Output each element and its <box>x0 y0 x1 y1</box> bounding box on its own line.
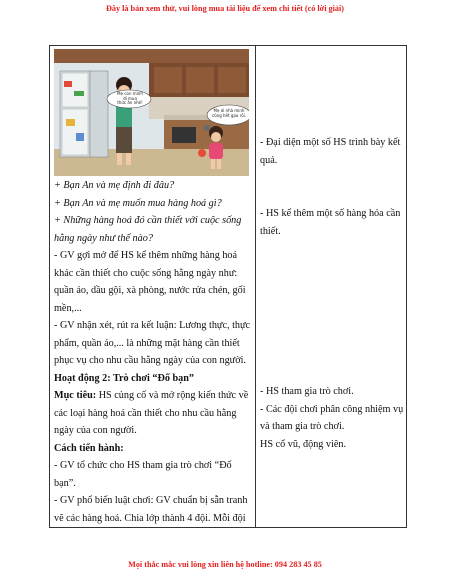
lesson-table <box>49 45 407 528</box>
teacher-conclusion: - GV nhận xét, rút ra kết luận: Lương thực, thực phẩm, quần áo,... là những mặt hàng cần thiết phục vụ cho nhu cầu hằng ngày của con người. <box>54 320 251 366</box>
student-list-goods <box>260 205 405 240</box>
student-more-goods: - HS kể thêm một số hàng hóa cần thiết. <box>260 208 401 237</box>
mother-speech-bubble <box>113 92 147 106</box>
objective-label: Mục tiêu: <box>54 390 97 401</box>
objective-text: HS củng cố và mở rộng kiến thức về các loại hàng hoá cần thiết cho nhu cầu hằng ngày của con người. <box>54 390 249 436</box>
student-present: - Đại diện một số HS trình bày kết quả. <box>260 137 401 166</box>
preview-banner: Đây là bản xem thử, vui lòng mua tài liệu để xem chi tiết (có lời giải) <box>105 4 344 13</box>
student-report <box>260 134 405 169</box>
procedure-heading: Cách tiến hành: <box>54 442 124 454</box>
student-join-game: - HS tham gia trò chơi. <box>260 386 354 397</box>
hotline-banner: Mọi thắc mắc vui lòng xin liên hệ hotline: 094 283 45 85 <box>128 560 322 569</box>
activity-2-heading: Hoạt động 2: Trò chơi “Đố bạn” <box>54 372 194 384</box>
teacher-column <box>50 46 255 527</box>
objective-paragraph <box>54 387 254 440</box>
teacher-activity-text <box>54 177 254 527</box>
student-column <box>256 46 408 527</box>
mother-bubble-line: thức ăn nhé! <box>117 100 143 106</box>
question-where: + Bạn An và mẹ định đi đâu? <box>54 180 175 191</box>
mother-bubble-line: Mẹ con mình <box>117 91 143 96</box>
mother-bubble-line: đi mua <box>123 95 137 101</box>
teacher-prompt: - GV gợi mở để HS kể thêm những hàng hoá khác cần thiết cho cuộc sống hằng ngày như: quần áo, dầu gội, xà phòng, nước rửa chén, gối mền,... <box>54 250 246 314</box>
game-rules: - GV phổ biến luật chơi: GV chuẩn bị sẵn tranh vẽ các hàng hoá. Chia lớp thành 4 đội. Mỗi đội <box>54 495 248 524</box>
question-why: + Những hàng hoá đó cần thiết với cuộc sống hằng ngày như thế nào? <box>54 215 242 244</box>
student-teams: - Các đội chơi phân công nhiệm vụ và tham gia trò chơi. <box>260 403 404 432</box>
student-game <box>260 383 405 453</box>
girl-speech-bubble <box>209 109 249 118</box>
girl-bubble-line: cũng hết gạo rồi. <box>211 112 247 118</box>
kitchen-illustration <box>54 49 249 176</box>
girl-bubble-line: Mẹ ơi nhà mình <box>213 108 245 113</box>
game-organize: - GV tổ chức cho HS tham gia trò chơi “Đố bạn”. <box>54 460 232 489</box>
question-what: + Bạn An và mẹ muốn mua hàng hoá gì? <box>54 197 222 209</box>
student-cheer: HS cổ vũ, động viên. <box>260 438 347 450</box>
